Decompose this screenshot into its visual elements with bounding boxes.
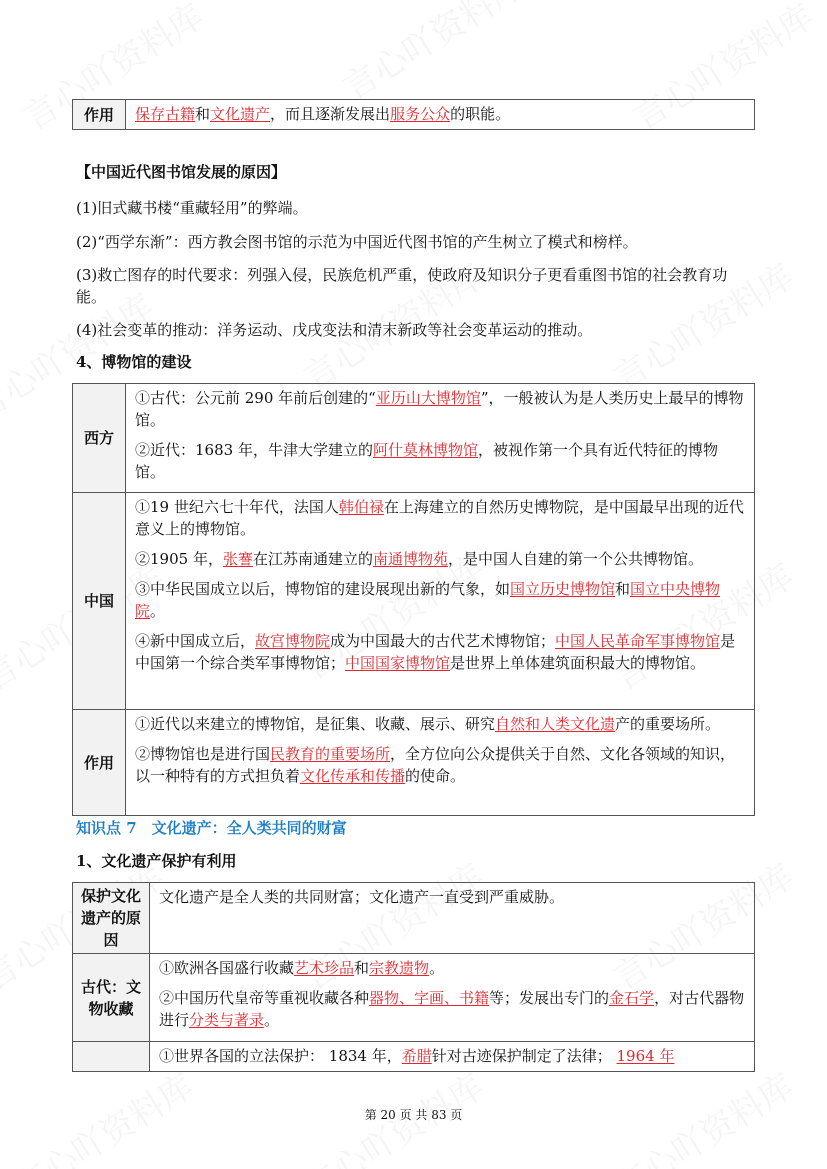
reason-item: (4)社会变革的推动：洋务运动、戊戌变法和清末新政等社会变革运动的推动。 [76, 321, 593, 339]
text-segment: ，全方位向公众提供关于自然、文化各领域的知识，以一种特有的方式担负着 [135, 745, 736, 785]
key-term: 文化传承和传播 [300, 767, 406, 785]
row-label: 作用 [73, 100, 126, 130]
text-segment: 。 [264, 1011, 280, 1029]
text-segment: ②中国历代皇帝等重视收藏各种 [159, 989, 370, 1007]
row-content [126, 710, 755, 816]
paragraph [159, 1045, 747, 1067]
key-term: 分类与著录 [189, 1011, 265, 1029]
text-segment: ，而且逐渐发展出 [270, 105, 391, 123]
text-segment: 和 [195, 105, 211, 123]
key-term: 希腊 [401, 1047, 432, 1065]
reason-item: (2)“西学东渐”：西方教会图书馆的示范为中国近代图书馆的产生树立了模式和榜样。 [76, 233, 638, 251]
page-footer: 第 20 页 共 83 页 [364, 1108, 463, 1122]
section-heading: 4、博物馆的建设 [76, 353, 192, 371]
text-segment: 成为中国最大的古代艺术博物馆； [330, 632, 556, 650]
text-segment: ，是中国人自建的第一个公共博物馆。 [448, 550, 704, 568]
paragraph [135, 496, 747, 540]
text-segment: ①19 世纪六七十年代，法国人 [135, 498, 339, 516]
paragraph [159, 886, 747, 908]
text-segment: 文化遗产是全人类的共同财富；文化遗产一直受到严重威胁。 [159, 888, 565, 906]
paragraph [159, 957, 747, 979]
text-segment: 针对古迹保护制定了法律； [431, 1047, 617, 1065]
text-segment: ①世界各国的立法保护： 1834 年， [159, 1047, 402, 1065]
key-term: 国立中央博物院 [135, 580, 721, 620]
key-term: 保存古籍 [135, 105, 196, 123]
key-term: 南通博物苑 [372, 550, 448, 568]
key-term: 亚历山大博物馆 [375, 389, 481, 407]
section-heading: 1、文化遗产保护有利用 [76, 852, 237, 870]
text-segment: ④新中国成立后， [135, 632, 256, 650]
row-content [150, 1042, 755, 1072]
text-segment: 的职能。 [450, 105, 511, 123]
text-segment: ①近代以来建立的博物馆，是征集、收藏、展示、研究 [135, 715, 496, 733]
key-term: 宗教遗物 [369, 959, 430, 977]
text-segment: 是中国第一个综合类军事博物馆； [135, 632, 736, 672]
table-row [73, 883, 755, 954]
key-term: 自然和人类文化遗 [495, 715, 616, 733]
text-segment: 在江苏南通建立的 [252, 550, 373, 568]
text-segment: 和 [354, 959, 370, 977]
key-term: 器物、字画、书籍 [369, 989, 490, 1007]
row-label: 西方 [73, 384, 126, 493]
key-term: 服务公众 [390, 105, 451, 123]
paragraph [135, 387, 747, 431]
key-term: 中国人民革命军事博物馆 [555, 632, 721, 650]
reason-item: (3)救亡图存的时代要求：列强入侵，民族危机严重，使政府及知识分子更看重图书馆的社会教育功能。 [76, 266, 728, 306]
table-row [73, 710, 755, 816]
row-content [126, 100, 755, 130]
text-segment: 产的重要场所。 [615, 715, 721, 733]
row-label: 古代：文物收藏 [73, 954, 150, 1042]
table-row [73, 954, 755, 1042]
row-label [73, 1042, 150, 1072]
knowledge-point-title: 知识点 7 文化遗产：全人类共同的财富 [76, 819, 347, 837]
text-segment: ①古代：公元前 290 年前后创建的“ [135, 389, 376, 407]
watermark [333, 0, 532, 109]
row-content [150, 883, 755, 954]
heritage-table [72, 882, 755, 1072]
row-content [126, 384, 755, 493]
row-content [150, 954, 755, 1042]
text-segment: ”，一般被认为是人类历史上最早的博物馆。 [135, 389, 744, 429]
library-function-table [72, 99, 755, 130]
row-label: 作用 [73, 710, 126, 816]
text-segment: ①欧洲各国盛行收藏 [159, 959, 295, 977]
text-segment: ②1905 年， [135, 550, 223, 568]
text-segment: ②近代：1683 年，牛津大学建立的 [135, 441, 373, 459]
table-row [73, 384, 755, 493]
paragraph [135, 578, 747, 622]
key-term: 国立历史博物馆 [510, 580, 616, 598]
text-segment: ，被视作第一个具有近代特征的博物馆。 [135, 441, 718, 481]
paragraph [135, 439, 747, 483]
paragraph [135, 630, 747, 674]
key-term: 文化遗产 [210, 105, 271, 123]
reason-item: (1)旧式藏书楼“重藏轻用”的弊端。 [76, 199, 308, 217]
text-segment: ③中华民国成立以后，博物馆的建设展现出新的气象，如 [135, 580, 511, 598]
text-segment: 和 [615, 580, 631, 598]
key-term: 金石学 [609, 989, 655, 1007]
text-segment: 。 [429, 959, 445, 977]
paragraph [135, 743, 747, 787]
key-term: 1964 年 [616, 1047, 675, 1065]
text-segment: 是世界上单体建筑面积最大的博物馆。 [450, 654, 706, 672]
text-segment: ②博物馆也是进行国 [135, 745, 271, 763]
text-segment: 等；发展出专门的 [489, 989, 610, 1007]
key-term: 张謇 [222, 550, 253, 568]
museum-table [72, 383, 755, 816]
text-segment: ，对古代器物进行 [159, 989, 745, 1029]
key-term: 中国国家博物馆 [345, 654, 451, 672]
key-term: 韩伯禄 [338, 498, 384, 516]
row-content [126, 493, 755, 710]
table-row [73, 1042, 755, 1072]
text-segment: 在上海建立的自然历史博物院，是中国最早出现的近代意义上的博物馆。 [135, 498, 744, 538]
paragraph [135, 548, 747, 570]
key-term: 故宫博物院 [255, 632, 331, 650]
row-label: 保护文化遗产的原因 [73, 883, 150, 954]
paragraph [135, 103, 747, 125]
paragraph [135, 713, 747, 735]
table-row [73, 493, 755, 710]
paragraph [159, 987, 747, 1031]
text-segment: 的使命。 [405, 767, 466, 785]
key-term: 民教育的重要场所 [270, 745, 391, 763]
key-term: 阿什莫林博物馆 [372, 441, 478, 459]
row-label: 中国 [73, 493, 126, 710]
key-term: 艺术珍品 [294, 959, 355, 977]
text-segment: 。 [150, 602, 166, 620]
section-heading: 【中国近代图书馆发展的原因】 [76, 163, 287, 181]
